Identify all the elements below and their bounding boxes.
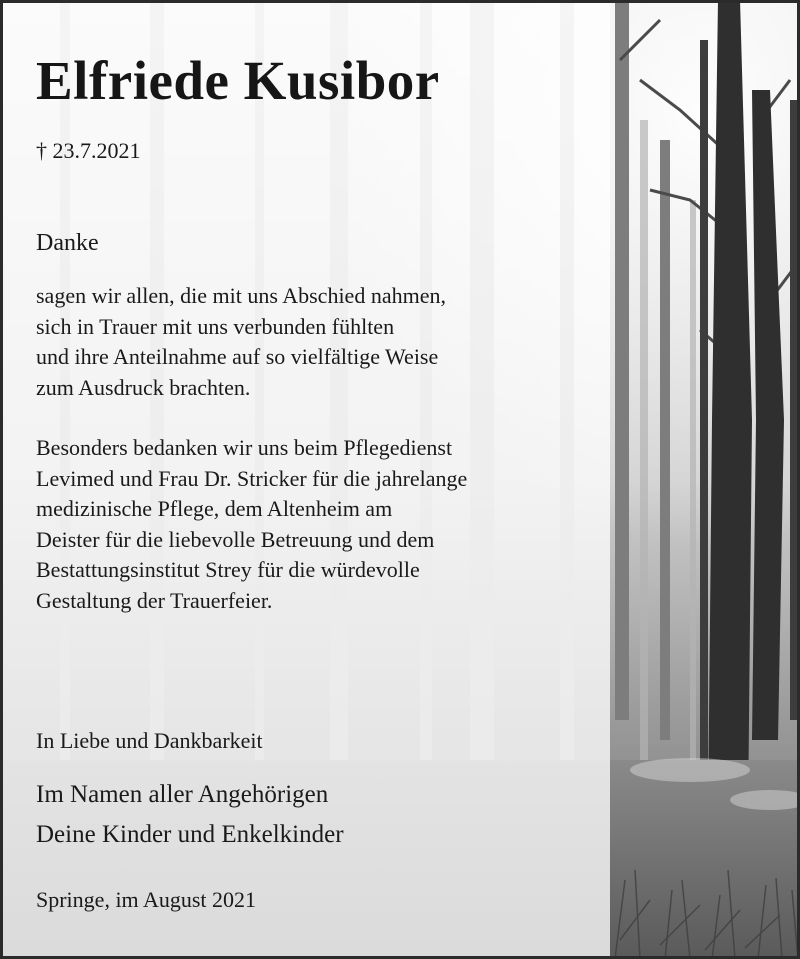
text-line: Bestattungsinstitut Strey für die würdevolle: [36, 557, 420, 582]
thanks-paragraph: [36, 281, 446, 403]
closing-phrase: In Liebe und Dankbarkeit: [36, 728, 263, 753]
text-line: Besonders bedanken wir uns beim Pflegedienst: [36, 435, 453, 460]
text-line: sich in Trauer mit uns verbunden fühlten: [36, 313, 395, 339]
text-line: Gestaltung der Trauerfeier.: [36, 587, 273, 613]
text-line: und ihre Anteilnahme auf so vielfältige Weise: [36, 344, 439, 369]
thanks-heading: Danke: [36, 230, 99, 256]
place-and-date: Springe, im August 2021: [36, 887, 257, 912]
signature-block: [36, 775, 344, 855]
special-thanks-paragraph: [36, 433, 467, 616]
death-date: † 23.7.2021: [36, 138, 141, 163]
text-line: Deister für die liebevolle Betreuung und dem: [36, 526, 435, 552]
text-line: medizinische Pflege, dem Altenheim am: [36, 496, 393, 521]
signature-line: Deine Kinder und Enkelkinder: [36, 821, 344, 848]
deceased-name: Elfriede Kusibor: [36, 50, 440, 111]
text-line: sagen wir allen, die mit uns Abschied nahmen,: [36, 283, 446, 308]
text-line: zum Ausdruck brachten.: [36, 374, 251, 400]
signature-line: Im Namen aller Angehörigen: [36, 781, 329, 808]
text-line: Levimed und Frau Dr. Stricker für die jahrelange: [36, 465, 468, 491]
